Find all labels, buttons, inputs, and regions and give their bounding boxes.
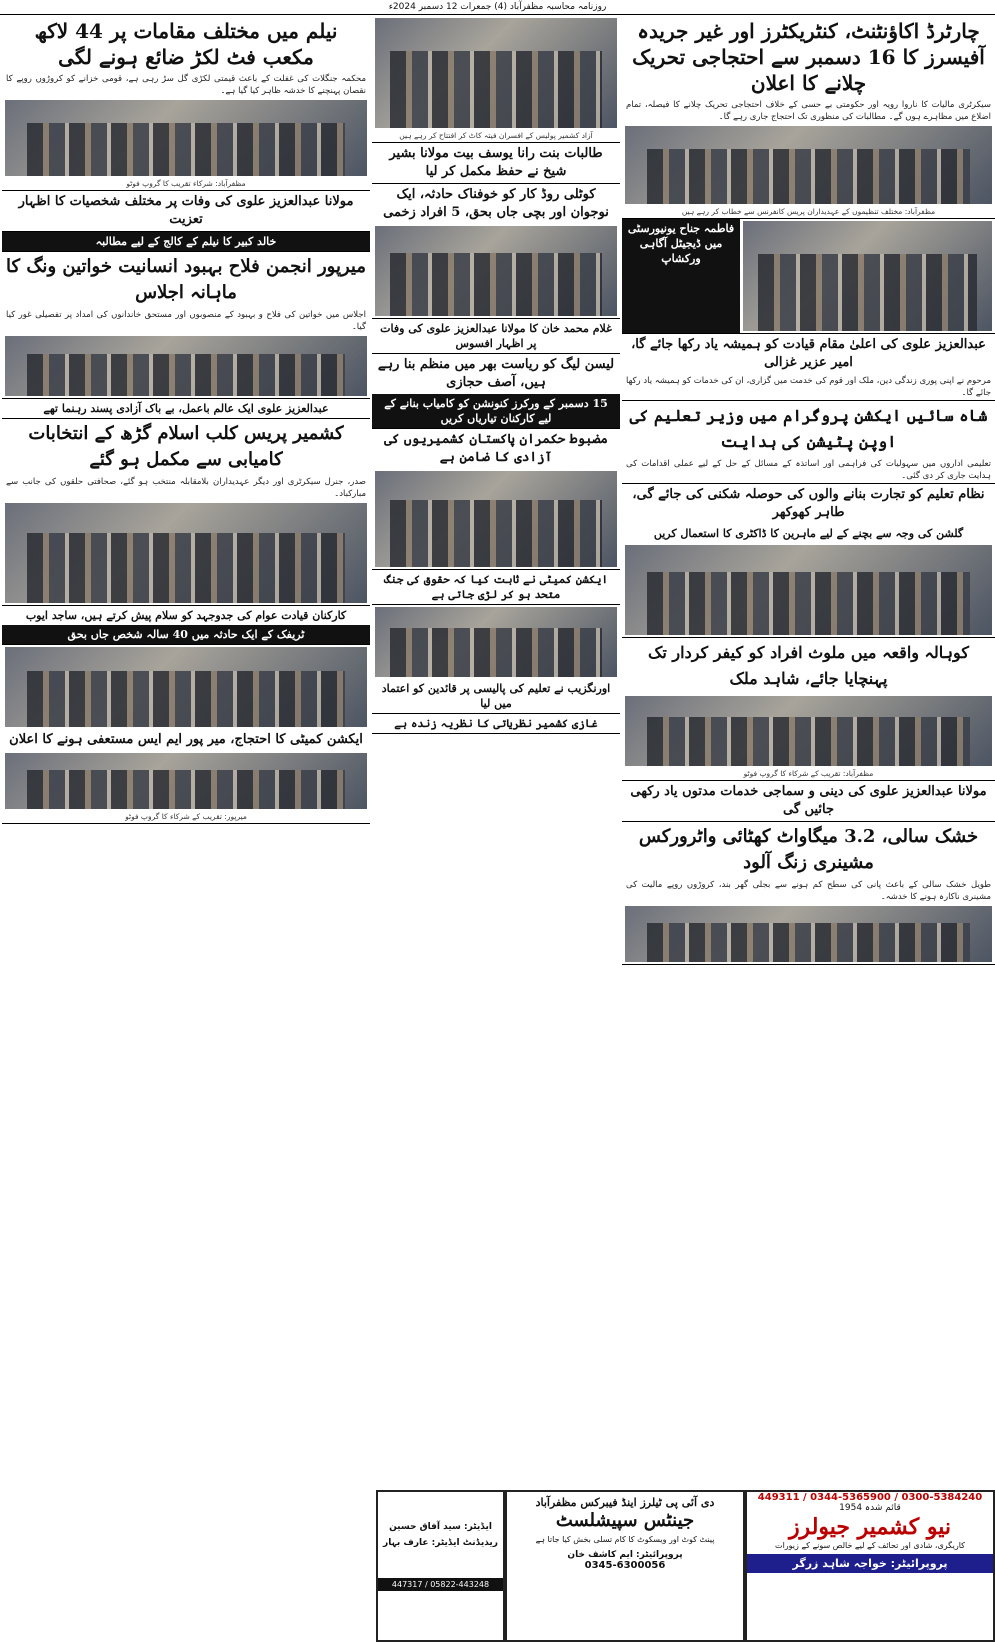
lead-headline: چارٹرڈ اکاؤنٹنٹ، کنٹریکٹرز اور غیر جریدہ آفیسرز کا 16 دسمبر سے احتجاجی تحریک چلانے کا اعلان bbox=[632, 19, 985, 95]
headline: اورنگزیب نے تعلیم کی پالیسی پر قائدین کو اعتماد میں لیا bbox=[381, 682, 611, 710]
headline: میرپور انجمن فلاح بہبود انسانیت خواتین ونگ کا ماہانہ اجلاس bbox=[6, 256, 366, 303]
headline: گلشن کی وجہ سے بچنے کے لیے ماہرین کا ڈاکٹری کا استعمال کریں bbox=[653, 527, 964, 540]
story-body: اجلاس میں خواتین کی فلاح و بہبود کے منصوبوں اور مستحق خاندانوں کی امداد پر تفصیلی غور کیا گیا۔ bbox=[6, 310, 366, 332]
column-right bbox=[622, 16, 995, 1638]
story bbox=[622, 484, 995, 638]
headline: نظام تعلیم کو تجارت بنانے والوں کی حوصلہ شکنی کی جائے گی، طاہر کھوکھر bbox=[632, 487, 985, 520]
photo-caption: مظفرآباد: مختلف تنظیموں کے عہدیداران پریس کانفرنس سے خطاب کر رہے ہیں bbox=[681, 207, 936, 216]
story bbox=[622, 401, 995, 484]
ad-line: پینٹ کوٹ اور ویسکوٹ کا کام تسلی بخش کیا جاتا ہے bbox=[535, 1535, 715, 1544]
story bbox=[2, 419, 370, 606]
headline: خالد کبیر کا نیلم کے کالج کے لیے مطالبہ bbox=[2, 232, 370, 251]
story bbox=[372, 605, 620, 714]
news-photo bbox=[743, 221, 992, 331]
story bbox=[372, 429, 620, 570]
story-body: مرحوم نے اپنی پوری زندگی دین، ملک اور قوم کی خدمت میں گزاری، ان کی خدمات کو ہمیشہ یاد رکھا جائے گا۔ bbox=[626, 376, 991, 398]
headline: ایکشن کمیٹی نے ثابت کیا کہ حقوق کی جنگ متحد ہو کر لڑی جاتی ہے bbox=[384, 573, 608, 601]
story bbox=[372, 714, 620, 734]
story bbox=[622, 781, 995, 822]
story bbox=[372, 354, 620, 429]
headline: مولانا عبدالعزیز علوی کی وفات پر مختلف شخصیات کا اظہار تعزیت bbox=[18, 194, 354, 227]
headline: کارکنان قیادت عوام کی جدوجہد کو سلام پیش کرتے ہیں، ساجد ایوب bbox=[25, 609, 347, 622]
editor-name: ایڈیٹر: سید آفاق حسین bbox=[389, 1522, 492, 1532]
headline: ٹریفک کے ایک حادثہ میں 40 سالہ شخص جاں بحق bbox=[2, 625, 370, 644]
story bbox=[622, 334, 995, 401]
story bbox=[372, 143, 620, 184]
story-row bbox=[622, 219, 995, 334]
masthead-strip: روزنامہ محاسبہ مظفرآباد (4) جمعرات 12 دسمبر 2024ء bbox=[0, 0, 995, 15]
story bbox=[372, 16, 620, 143]
photo-caption: آزاد کشمیر پولیس کے افسران فیتہ کاٹ کر افتتاح کر رہے ہیں bbox=[399, 131, 593, 140]
news-photo bbox=[625, 126, 992, 204]
ad-line: کاریگری، شادی اور تحائف کے لیے خالص سونے کے زیورات bbox=[775, 1541, 965, 1550]
headline: خشک سالی، 3.2 میگاواٹ کھٹائی واٹرورکس مشینری زنگ آلود bbox=[638, 826, 979, 873]
headline: ایکشن کمیٹی کا احتجاج، میر پور ایم ایس مستعفی ہونے کا اعلان bbox=[9, 732, 363, 747]
ad-phone: 0345-6300056 bbox=[584, 1560, 666, 1571]
editorial-phone: 05822-443248 / 447317 bbox=[378, 1578, 503, 1591]
news-photo bbox=[5, 647, 367, 727]
headline: کوہالہ واقعہ میں ملوث افراد کو کیفر کردار تک پہنچایا جائے، شاہد ملک bbox=[648, 643, 969, 688]
story bbox=[2, 252, 370, 399]
lead-story-left bbox=[2, 16, 370, 191]
column-left bbox=[2, 16, 370, 1638]
ad-phone: 0300-5384240 / 0344-5365900 / 449311 bbox=[757, 1492, 983, 1503]
ad-title: دی آئی پی ٹیلرز اینڈ فیبرکس مظفرآباد bbox=[535, 1496, 715, 1509]
story bbox=[372, 184, 620, 319]
story-body: صدر، جنرل سیکرٹری اور دیگر عہدیداران بلامقابلہ منتخب ہو گئے، صحافتی حلقوں کی جانب سے مبارکباد۔ bbox=[6, 477, 366, 499]
news-photo bbox=[5, 336, 367, 396]
news-photo bbox=[5, 753, 367, 809]
headline: 15 دسمبر کے ورکرز کنونشن کو کامیاب بنانے کے لیے کارکنان تیاریاں کریں bbox=[372, 394, 620, 428]
headline: عبدالعزیز علوی کی اعلیٰ مقام قیادت کو ہمیشہ یاد رکھا جائے گا، امیر عزیر غزالی bbox=[631, 337, 986, 370]
news-photo bbox=[375, 226, 617, 316]
headline: طالبات بنت رانا یوسف بیت مولانا بشیر شیخ نے حفظ مکمل کر لیا bbox=[389, 146, 603, 179]
headline: عبدالعزیز علوی ایک عالم باعمل، بے باک آزادی پسند رہنما تھے bbox=[43, 402, 329, 415]
headline: کشمیر پریس کلب اسلام گڑھ کے انتخابات کامیابی سے مکمل ہو گئے bbox=[28, 423, 344, 470]
story bbox=[372, 319, 620, 354]
story-body: سیکرٹری مالیات کا ناروا رویہ اور حکومتی بے حسی کے خلاف احتجاجی تحریک چلانے کا فیصلہ، تمام اضلاع میں مظاہرے ہوں گے۔ مطالبات کی منظوری تک احتجاج جاری رہے گا۔ bbox=[626, 100, 991, 122]
news-photo bbox=[625, 545, 992, 635]
ad-owner: پروپرائیٹر: ایم کاشف خان bbox=[567, 1550, 683, 1560]
headline: مضبوط حکمران پاکستان کشمیریوں کی آزادی کا ضامن ہے bbox=[384, 432, 608, 465]
news-photo bbox=[375, 18, 617, 128]
headline: شاہ سائیں ایکشن پروگرام میں وزیر تعلیم کی اوپن پٹیشن کی ہدایت bbox=[629, 406, 988, 451]
story bbox=[2, 232, 370, 252]
headline: غلام محمد خان کا مولانا عبدالعزیز علوی کی وفات پر اظہار افسوس bbox=[380, 322, 612, 350]
headline: فاطمہ جناح یونیورسٹی میں ڈیجیٹل آگاہی ورکشاپ bbox=[622, 219, 740, 333]
story bbox=[2, 191, 370, 232]
news-photo bbox=[375, 471, 617, 567]
ad-editorial-box bbox=[376, 1490, 505, 1642]
story-body: محکمہ جنگلات کی غفلت کے باعث قیمتی لکڑی گل سڑ رہی ہے، قومی خزانے کو کروڑوں روپے کا نقصان پہنچنے کا خدشہ ظاہر کیا گیا ہے۔ bbox=[6, 74, 366, 96]
headline: مولانا عبدالعزیز علوی کی دینی و سماجی خدمات مدتوں یاد رکھی جائیں گی bbox=[630, 784, 987, 817]
news-photo bbox=[375, 607, 617, 677]
news-photo bbox=[5, 503, 367, 603]
ad-established: قائم شدہ 1954 bbox=[839, 1503, 901, 1513]
ad-jewellers bbox=[745, 1490, 995, 1642]
story-body: طویل خشک سالی کے باعث پانی کی سطح کم ہونے سے بجلی گھر بند، کروڑوں روپے مالیت کی مشینری ناکارہ ہونے کا خدشہ۔ bbox=[626, 880, 991, 902]
story bbox=[372, 570, 620, 605]
story bbox=[622, 638, 995, 781]
headline: غازی کشمیر نظریاتی کا نظریہ زندہ ہے bbox=[394, 717, 598, 730]
ad-tailors bbox=[505, 1490, 745, 1642]
photo-caption: مظفرآباد: تقریب کے شرکاء کا گروپ فوٹو bbox=[743, 769, 874, 778]
story bbox=[2, 645, 370, 824]
photo-caption: میرپور: تقریب کے شرکاء کا گروپ فوٹو bbox=[125, 812, 247, 821]
headline: کوٹلی روڈ کار کو خوفناک حادثہ، ایک نوجوان اور بچی جاں بحق، 5 افراد زخمی bbox=[383, 187, 609, 220]
ad-title: نیو کشمیر جیولرز bbox=[788, 1514, 952, 1540]
news-photo bbox=[5, 100, 367, 176]
news-photo bbox=[625, 906, 992, 962]
story bbox=[622, 822, 995, 965]
headline: لیسن لیگ کو ریاست بھر میں منظم بنا رہے ہیں، آصف حجازی bbox=[377, 357, 615, 390]
ad-subtitle: جینٹس سپیشلسٹ bbox=[555, 1510, 695, 1531]
column-middle bbox=[372, 16, 620, 1638]
ad-owner: پروپرائیٹر: خواجہ شاہد زرگر bbox=[747, 1554, 993, 1573]
news-photo bbox=[625, 696, 992, 766]
photo-caption: مظفرآباد: شرکاء تقریب کا گروپ فوٹو bbox=[126, 179, 246, 188]
lead-story-right bbox=[622, 16, 995, 219]
lead-headline: نیلم میں مختلف مقامات پر 44 لاکھ مکعب فٹ لکڑ ضائع ہونے لگی bbox=[34, 19, 338, 69]
story-body: تعلیمی اداروں میں سہولیات کی فراہمی اور اساتذہ کے مسائل کے حل کے لیے عملی اقدامات کی ہدایت جاری کر دی گئی۔ bbox=[626, 459, 991, 481]
story bbox=[2, 606, 370, 645]
story bbox=[2, 399, 370, 419]
resident-editor-name: ریذیڈنٹ ایڈیٹر: عارف بہار bbox=[383, 1538, 498, 1548]
